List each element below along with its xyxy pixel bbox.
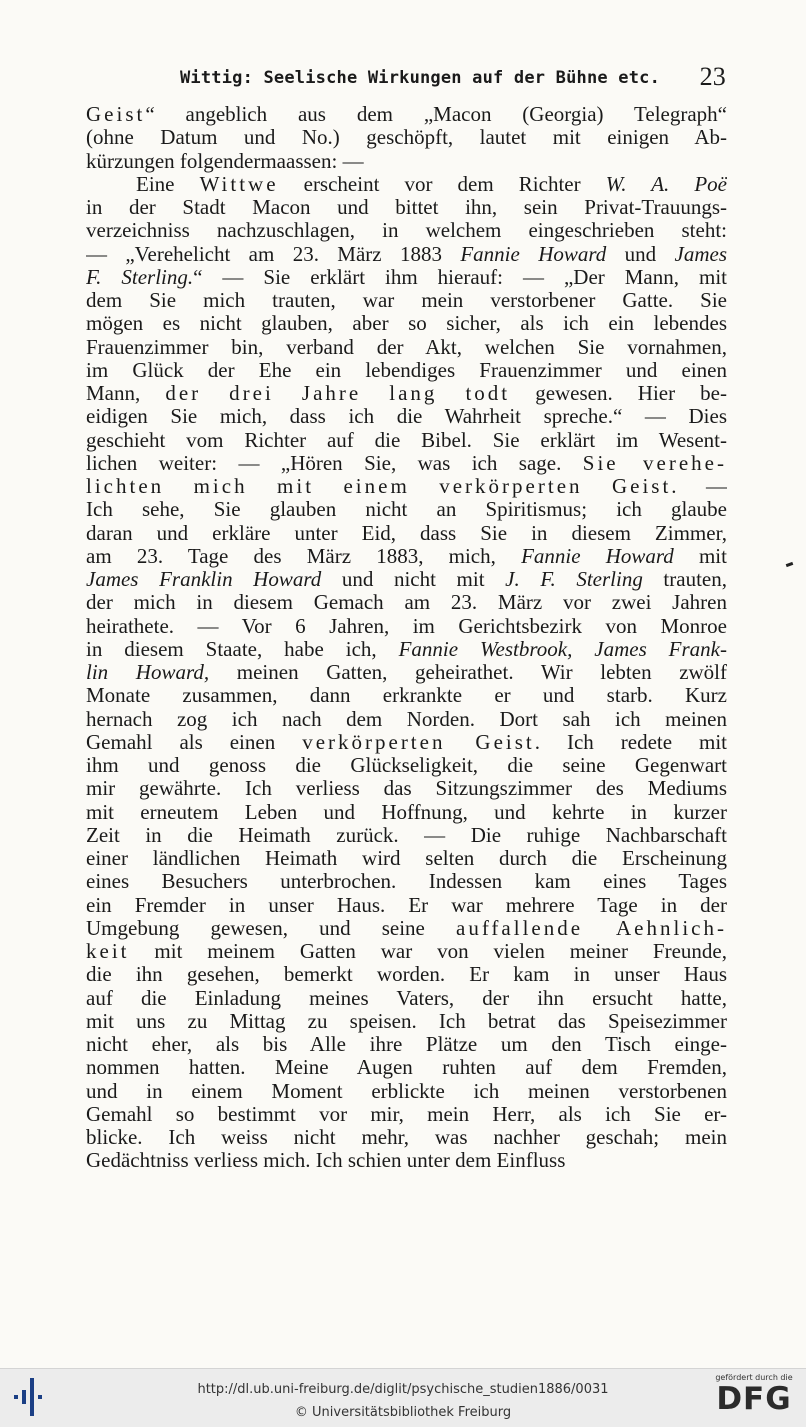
italic-text: James Franklin Howard: [86, 568, 322, 591]
text-segment: ein Fremder in unser Haus. Er war mehrere Tage in der: [86, 893, 727, 917]
text-segment: ihm und genoss die Glückseligkeit, die seine Gegenwart: [86, 754, 727, 777]
text-segment: —: [679, 475, 727, 498]
dfg-funding-label: gefördert durch die: [715, 1373, 793, 1382]
text-line: [86, 150, 727, 173]
page-number: 23: [699, 62, 726, 91]
text-segment: und in einem Moment erblickte ich meinen verstorbenen: [86, 1079, 727, 1103]
text-segment: (ohne Datum und No.) geschöpft, lautet mit einigen Ab-: [86, 126, 727, 150]
text-segment: eines Besuchers unterbrochen. Indessen kam eines Tages: [86, 870, 727, 894]
text-segment: Frauenzimmer bin, verband der Akt, welchen Sie vornahmen,: [86, 335, 727, 359]
text-line: [86, 1033, 727, 1056]
text-line: [86, 777, 727, 800]
spaced-emphasis-text: auffallende Aehnlich-: [456, 916, 727, 940]
footer-bar: [0, 1368, 806, 1427]
text-line: [86, 1126, 727, 1149]
text-line: [86, 405, 727, 428]
text-line: [86, 801, 727, 824]
spaced-emphasis-text: Sie verehe-: [582, 451, 727, 475]
text-line: [86, 568, 727, 591]
text-segment: Umgebung gewesen, und seine: [86, 916, 456, 940]
text-segment: Gemahl als einen: [86, 730, 303, 754]
body-text: [86, 103, 727, 1173]
text-line: [86, 219, 727, 242]
text-line: [86, 196, 727, 219]
text-line: [86, 382, 727, 405]
text-segment: blicke. Ich weiss nicht mehr, was nachher geschah; mein: [86, 1126, 727, 1149]
text-segment: einer ländlichen Heimath wird selten durch die Erscheinung: [86, 847, 727, 870]
text-segment: — „Verehelicht am 23. März 1883: [86, 242, 461, 266]
text-line: [86, 243, 727, 266]
text-line: [86, 266, 727, 289]
text-segment: heirathete. — Vor 6 Jahren, im Gerichtsbezirk von Monroe: [86, 614, 727, 638]
text-segment: lichen weiter: — „Hören Sie, was ich sage.: [86, 451, 583, 475]
text-segment: und: [606, 242, 675, 266]
text-segment: Gemahl so bestimmt vor mir, mein Herr, als ich Sie er-: [86, 1102, 727, 1126]
dfg-logo-text: DFG: [716, 1381, 792, 1417]
text-segment: gewesen. Hier be-: [510, 382, 727, 405]
text-segment: nommen hatten. Meine Augen ruhten auf dem Fremden,: [86, 1056, 727, 1080]
text-line: [86, 638, 727, 661]
text-segment: in diesem Staate, habe ich,: [86, 637, 399, 661]
italic-text: Fannie Westbrook, James Frank-: [398, 637, 727, 661]
text-line: [86, 126, 727, 149]
text-line: [86, 336, 727, 359]
text-line: [86, 708, 727, 731]
italic-text: James: [674, 242, 727, 266]
spaced-emphasis-text: Geist: [86, 103, 146, 126]
text-segment: und nicht mit: [321, 568, 506, 591]
italic-text: Fannie Howard: [521, 544, 674, 568]
text-segment: “ angeblich aus dem „Macon (Georgia) Telegraph“: [145, 103, 727, 126]
text-line: [86, 545, 727, 568]
text-segment: mit meinem Gatten war von vielen meiner Freunde,: [129, 940, 727, 963]
text-segment: Zeit in die Heimath zurück. — Die ruhige Nachbarschaft: [86, 823, 727, 847]
text-segment: . Ich redete mit: [534, 730, 727, 754]
spaced-emphasis-text: keit: [86, 940, 130, 963]
text-segment: hernach zog ich nach dem Norden. Dort sah ich meinen: [86, 707, 727, 731]
text-segment: Mann,: [86, 382, 166, 405]
text-line: [86, 1080, 727, 1103]
text-line: [86, 173, 727, 196]
text-segment: Monate zusammen, dann erkrankte er und starb. Kurz: [86, 684, 727, 708]
text-segment: mit uns zu Mittag zu speisen. Ich betrat das Speisezimmer: [86, 1009, 727, 1033]
text-line: [86, 1056, 727, 1079]
text-segment: geschieht vom Richter auf die Bibel. Sie erklärt im Wesent-: [86, 428, 727, 452]
spaced-emphasis-text: verkörperten Geist: [302, 730, 535, 754]
text-segment: Eine: [136, 172, 200, 196]
text-line: [86, 452, 727, 475]
text-line: [86, 615, 727, 638]
copyright-notice: © Universitätsbibliothek Freiburg: [294, 1405, 512, 1420]
text-segment: auf die Einladung meines Vaters, der ihn ersucht hatte,: [86, 986, 727, 1010]
text-segment: erscheint vor dem Richter: [278, 172, 606, 196]
text-segment: Gedächtniss verliess mich. Ich schien unter dem Einfluss: [86, 1149, 566, 1173]
text-segment: nicht eher, als bis Alle ihre Plätze um den Tisch einge-: [86, 1033, 727, 1056]
italic-text: J. F. Sterling: [505, 568, 643, 591]
text-segment: am 23. Tage des März 1883, mich,: [86, 544, 522, 568]
text-line: [86, 661, 727, 684]
text-line: [86, 963, 727, 986]
source-url-link[interactable]: http://dl.ub.uni-freiburg.de/diglit/psychische_studien1886/0031: [197, 1382, 609, 1397]
text-line: [86, 1103, 727, 1126]
text-line: [86, 731, 727, 754]
spaced-emphasis-text: Wittwe: [199, 172, 279, 196]
text-segment: die ihn gesehen, bemerkt worden. Er kam in unser Haus: [86, 963, 727, 987]
margin-mark: [786, 562, 794, 567]
text-line: [86, 498, 727, 521]
text-line: [86, 917, 727, 940]
text-line: [86, 312, 727, 335]
spaced-emphasis-text: der drei Jahre lang todt: [165, 382, 511, 405]
text-line: [86, 847, 727, 870]
text-segment: kürzungen folgendermaassen: —: [86, 149, 364, 173]
italic-text: Fannie Howard: [460, 242, 607, 266]
italic-text: lin Howard,: [86, 661, 210, 684]
text-segment: dem Sie mich trauten, war mein verstorbener Gatte. Sie: [86, 289, 727, 312]
text-line: [86, 940, 727, 963]
text-line: [86, 684, 727, 707]
text-segment: mögen es nicht glauben, aber so sicher, als ich ein lebendes: [86, 312, 727, 336]
text-line: [86, 1010, 727, 1033]
text-segment: daran und erkläre unter Eid, dass Sie in diesem Zimmer,: [86, 521, 727, 545]
text-line: [86, 591, 727, 614]
text-segment: trauten,: [642, 568, 727, 591]
text-line: [86, 522, 727, 545]
text-segment: der mich in diesem Gemach am 23. März vor zwei Jahren: [86, 591, 727, 615]
italic-text: W. A. Poë: [605, 172, 727, 196]
text-segment: mit: [673, 544, 727, 568]
text-segment: eidigen Sie mich, dass ich die Wahrheit spreche.“ — Dies: [86, 405, 727, 429]
text-segment: “ — Sie erklärt ihm hierauf: — „Der Mann, mit: [193, 265, 727, 289]
text-line: [86, 103, 727, 126]
text-segment: mir gewährte. Ich verliess das Sitzungszimmer des Mediums: [86, 777, 727, 801]
dfg-logo: [710, 1373, 798, 1423]
running-title: Wittig: Seelische Wirkungen auf der Bühne etc.: [180, 68, 661, 88]
text-segment: im Glück der Ehe ein lebendiges Frauenzimmer und einen: [86, 358, 727, 382]
text-line: [86, 1149, 727, 1172]
spaced-emphasis-text: lichten mich mit einem verkörperten Geist.: [86, 475, 680, 498]
text-line: [86, 475, 727, 498]
text-line: [86, 894, 727, 917]
text-line: [86, 359, 727, 382]
text-segment: in der Stadt Macon und bittet ihn, sein Privat-Trauungs-: [86, 196, 727, 219]
text-segment: mit erneutem Leben und Hoffnung, und kehrte in kurzer: [86, 800, 727, 824]
text-line: [86, 429, 727, 452]
text-line: [86, 870, 727, 893]
text-line: [86, 754, 727, 777]
text-line: [86, 289, 727, 312]
running-header: [88, 62, 728, 96]
text-segment: Ich sehe, Sie glauben nicht an Spiritismus; ich glaube: [86, 498, 727, 522]
text-line: [86, 987, 727, 1010]
italic-text: F. Sterling.: [86, 265, 194, 289]
text-segment: meinen Gatten, geheirathet. Wir lebten zwölf: [209, 661, 727, 684]
text-line: [86, 824, 727, 847]
text-segment: verzeichniss nachzuschlagen, in welchem eingeschrieben steht:: [86, 219, 727, 243]
